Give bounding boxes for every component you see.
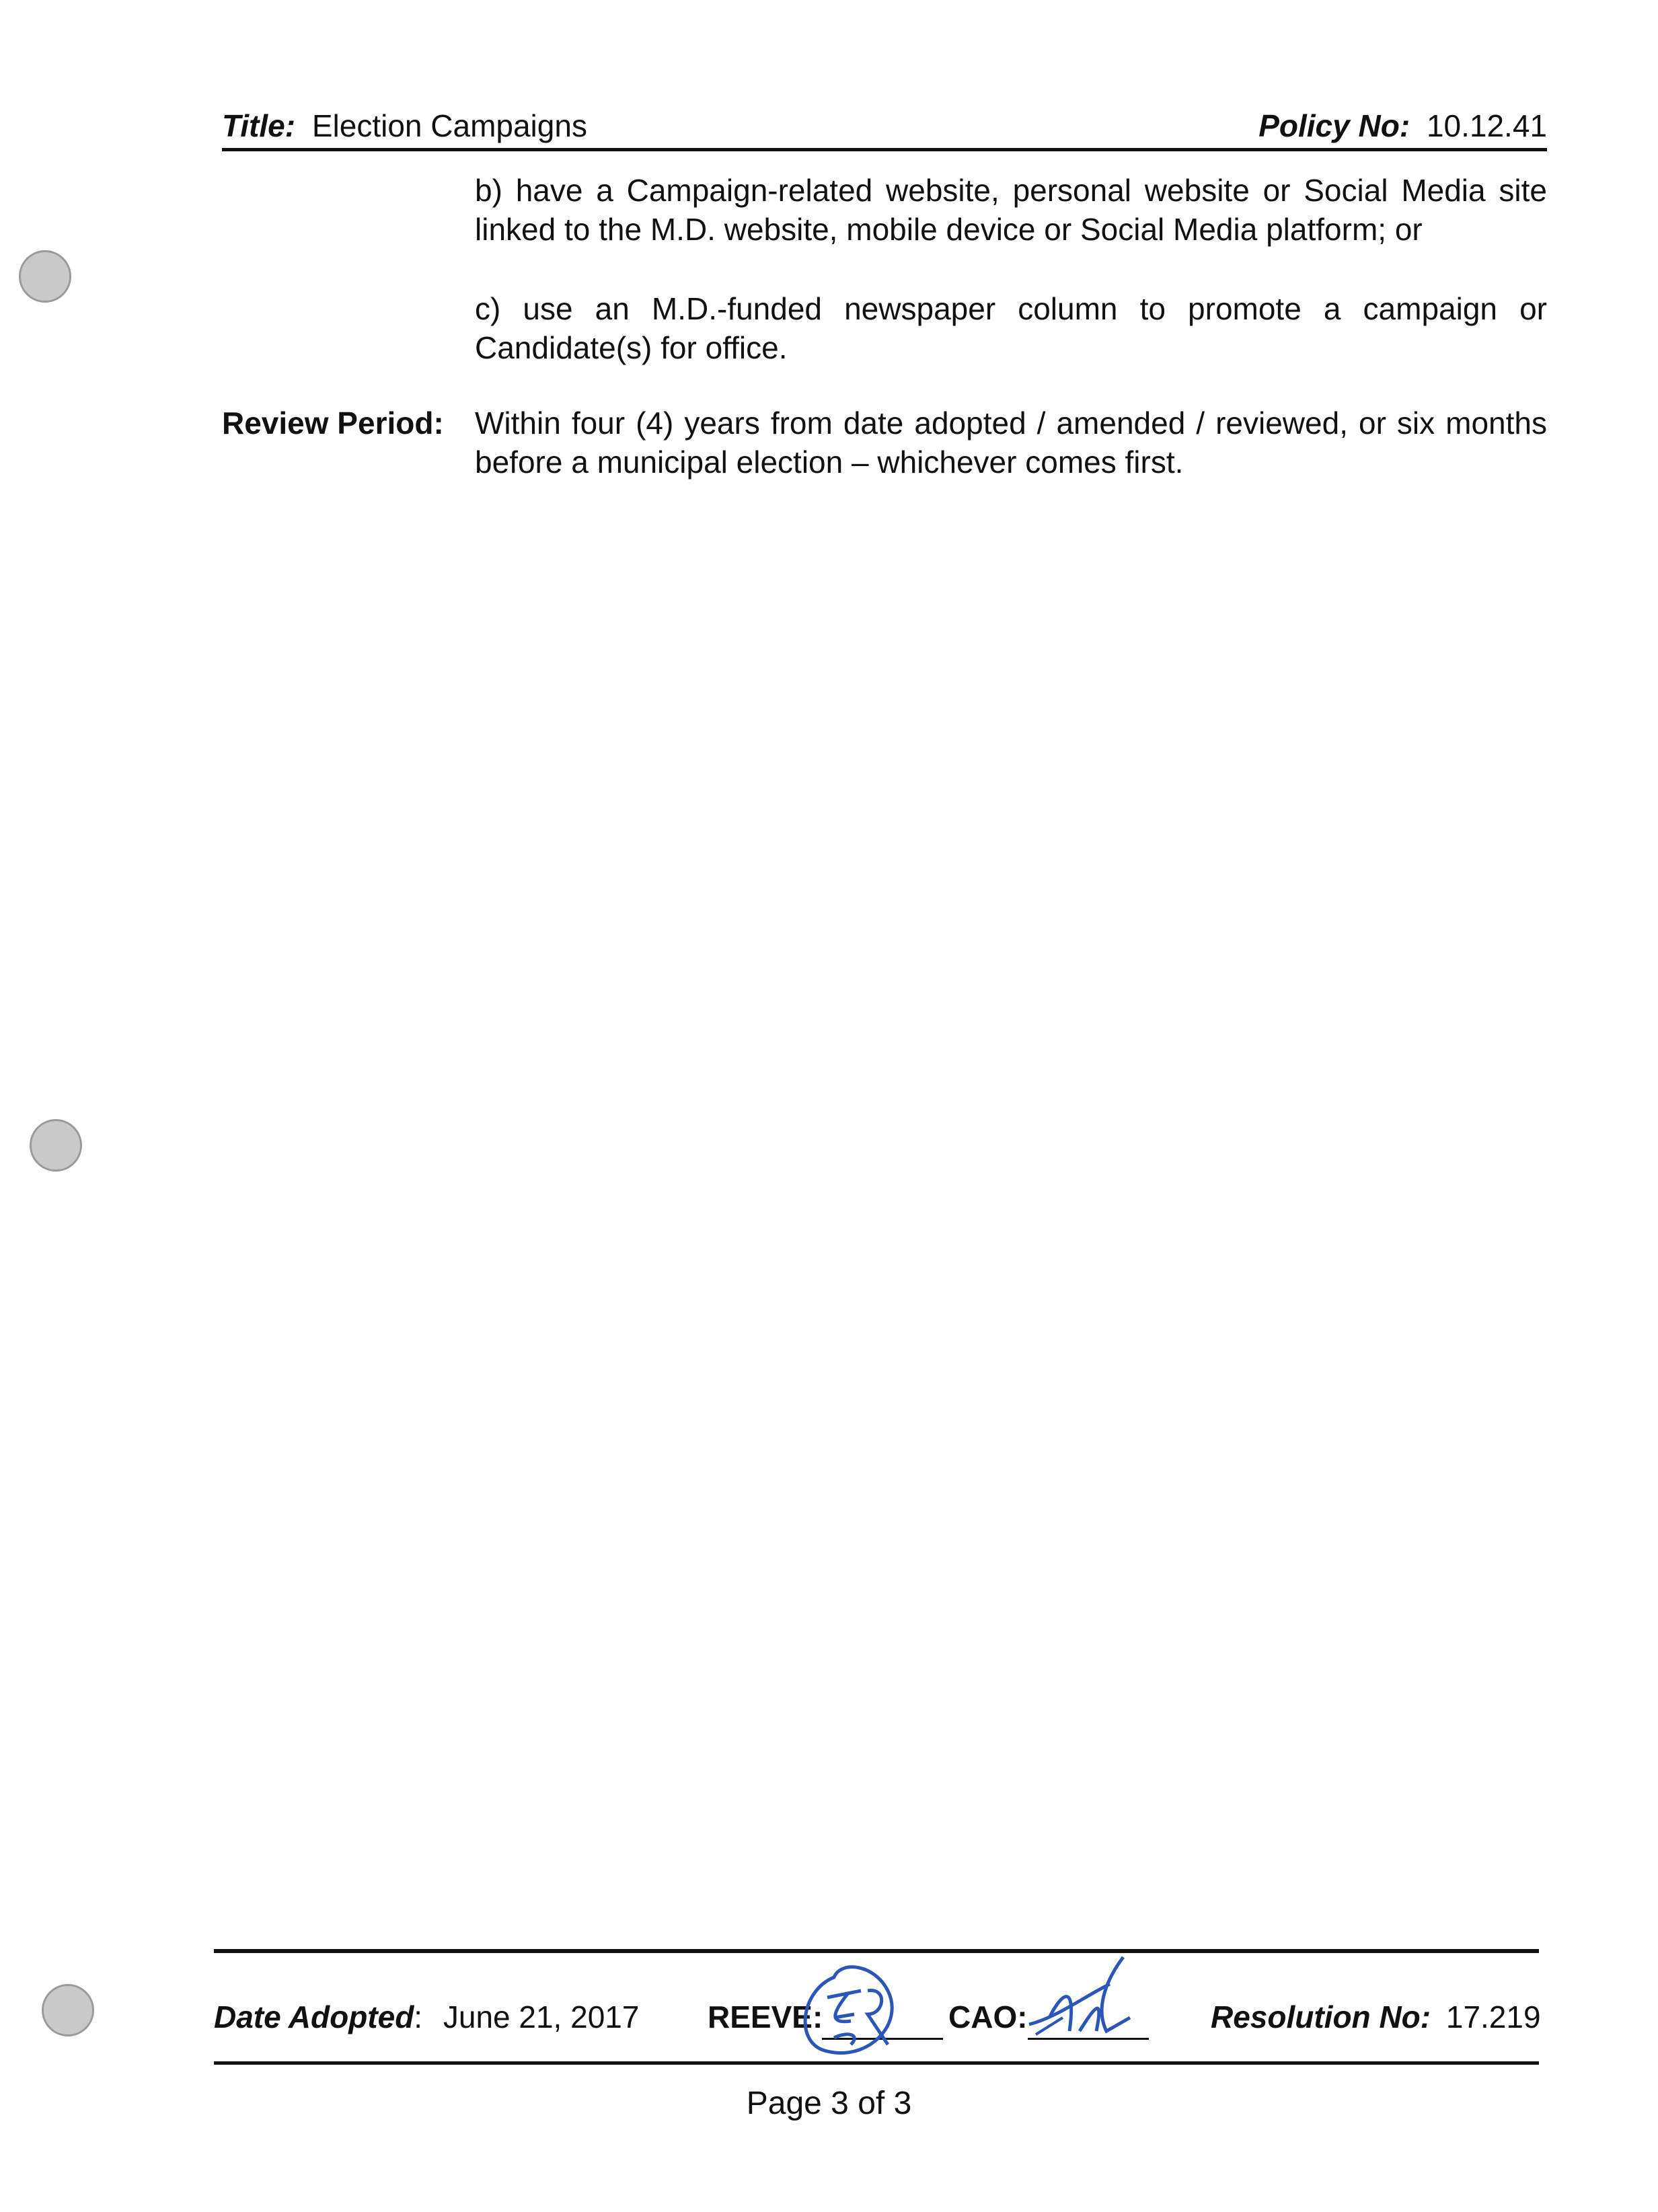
reeve-signature-image: [787, 1950, 921, 2065]
resolution-number-field: [1211, 1999, 1541, 2035]
policy-label: Policy No:: [1258, 108, 1410, 143]
footer-bottom-rule: [214, 2061, 1539, 2065]
date-adopted-colon: :: [414, 1999, 423, 2034]
punch-hole-middle: [30, 1119, 82, 1172]
policy-value: 10.12.41: [1426, 108, 1547, 143]
date-adopted-label: Date Adopted: [214, 1999, 414, 2034]
punch-hole-top: [19, 250, 71, 303]
cao-label: CAO:: [948, 1999, 1028, 2034]
date-adopted-field: [214, 1999, 639, 2035]
title-field: [222, 108, 587, 144]
item-c-paragraph: c) use an M.D.-funded newspaper column to promote a campaign or Candidate(s) for office.: [475, 291, 1547, 365]
resolution-value: 17.219: [1445, 1999, 1541, 2034]
review-period-label: Review Period:: [222, 406, 444, 441]
reeve-label: REEVE:: [708, 1999, 823, 2034]
punch-hole-bottom: [42, 1984, 94, 2036]
resolution-label: Resolution No:: [1211, 1999, 1431, 2034]
page-header: [222, 101, 1547, 151]
policy-number-field: [1258, 108, 1547, 144]
date-adopted-value: June 21, 2017: [443, 1999, 640, 2034]
item-b-paragraph: b) have a Campaign-related website, personal website or Social Media site linked to the M.D. website, mobile device or Social Media platform; or: [475, 173, 1547, 247]
cao-signature-image: [1022, 1944, 1157, 2051]
title-label: Title:: [222, 108, 296, 143]
page-number: Page 3 of 3: [746, 2086, 912, 2121]
review-period-text: Within four (4) years from date adopted / amended / reviewed, or six months before a municipal election – whichever comes first.: [475, 406, 1547, 480]
title-value: Election Campaigns: [311, 108, 587, 143]
